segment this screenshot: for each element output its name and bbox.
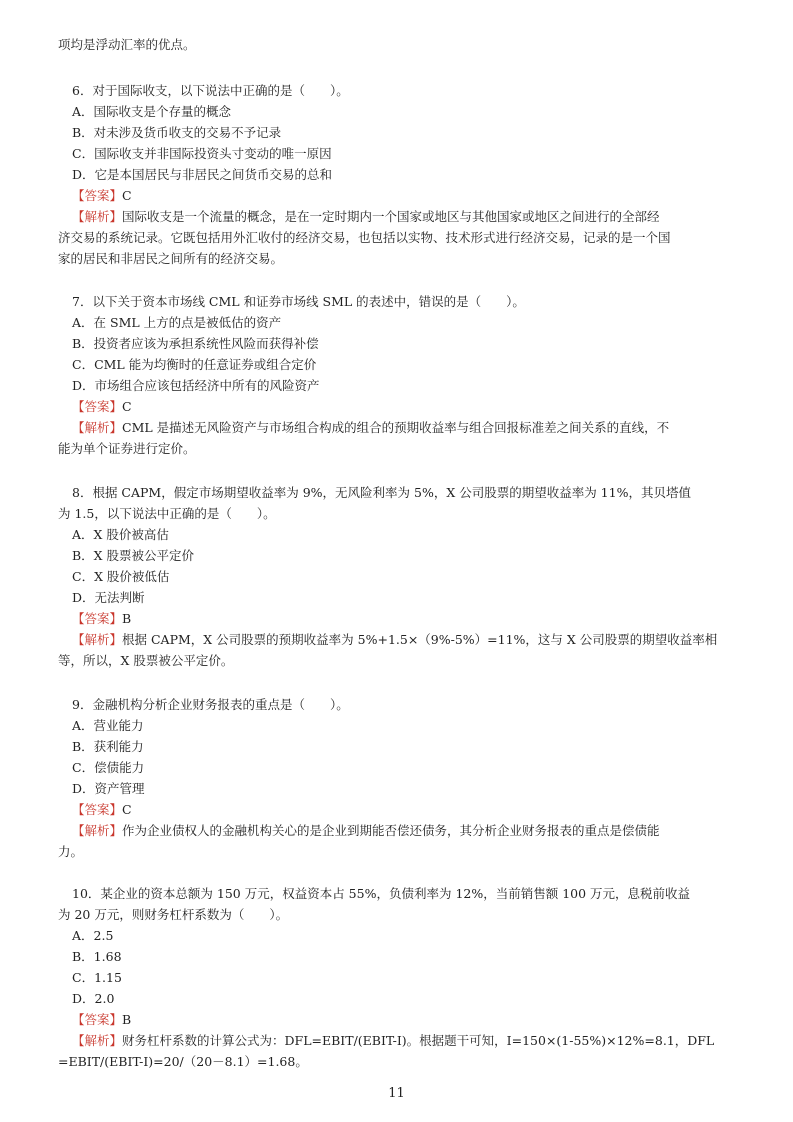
- option-a: A．X 股价被高估: [72, 527, 169, 542]
- answer-label: 【答案】: [72, 399, 123, 414]
- explanation-text: 国际收支是一个流量的概念，是在一定时期内一个国家或地区与其他国家或地区之间进行的全部经: [122, 209, 660, 224]
- option-b: B．1.68: [72, 949, 122, 964]
- option-c: C．1.15: [72, 970, 122, 985]
- question-stem: 6．对于国际收支，以下说法中正确的是（ ）。: [72, 83, 349, 98]
- explanation-label: 【解析】: [72, 1033, 123, 1048]
- question-stem: 10．某企业的资本总额为 150 万元，权益资本占 55%，负债利率为 12%，当前销售额 100 万元，息税前收益: [72, 886, 691, 901]
- explanation-label: 【解析】: [72, 632, 123, 647]
- explanation-text: 根据 CAPM，X 公司股票的预期收益率为 5%+1.5×（9%-5%）=11%，这与 X 公司股票的期望收益率相: [122, 632, 718, 647]
- explanation-text: 等，所以，X 股票被公平定价。: [58, 653, 234, 668]
- explanation-text: =EBIT/(EBIT-I)=20/（20－8.1）=1.68。: [58, 1054, 308, 1069]
- explanation-line: [72, 419, 669, 437]
- explanation-text: 家的居民和非居民之间所有的经济交易。: [58, 251, 284, 266]
- answer-value: C: [122, 399, 132, 414]
- option-d: D．无法判断: [72, 590, 145, 605]
- option-d: D．资产管理: [72, 781, 145, 796]
- answer-line: [72, 1011, 131, 1029]
- explanation-line: [72, 1032, 714, 1050]
- option-b: B．对未涉及货币收支的交易不予记录: [72, 125, 282, 140]
- answer-line: [72, 398, 132, 416]
- page-number: 11: [388, 1086, 405, 1101]
- answer-value: C: [122, 802, 132, 817]
- option-b: B．获利能力: [72, 739, 144, 754]
- answer-line: [72, 801, 132, 819]
- explanation-line: [72, 631, 717, 649]
- explanation-text: 能为单个证券进行定价。: [58, 441, 196, 456]
- option-d: D．2.0: [72, 991, 115, 1006]
- answer-label: 【答案】: [72, 802, 123, 817]
- question-stem: 8．根据 CAPM，假定市场期望收益率为 9%，无风险利率为 5%，X 公司股票的期望收益率为 11%，其贝塔值: [72, 485, 691, 500]
- option-d: D．市场组合应该包括经济中所有的风险资产: [72, 378, 320, 393]
- answer-value: B: [122, 1012, 132, 1027]
- option-c: C．偿债能力: [72, 760, 145, 775]
- answer-label: 【答案】: [72, 611, 123, 626]
- option-a: A．2.5: [72, 928, 114, 943]
- answer-label: 【答案】: [72, 1012, 123, 1027]
- explanation-label: 【解析】: [72, 420, 123, 435]
- explanation-text: 财务杠杆系数的计算公式为：DFL=EBIT/(EBIT-I)。根据题干可知，I=150×(1-55%)×12%=8.1，DFL: [122, 1033, 715, 1048]
- answer-value: C: [122, 188, 132, 203]
- explanation-line: [72, 822, 660, 840]
- option-d: D．它是本国居民与非居民之间货币交易的总和: [72, 167, 333, 182]
- intro-text: 项均是浮动汇率的优点。: [58, 37, 196, 52]
- option-c: C．国际收支并非国际投资头寸变动的唯一原因: [72, 146, 332, 161]
- answer-line: [72, 187, 132, 205]
- question-stem: 为 20 万元，则财务杠杆系数为（ ）。: [58, 907, 289, 922]
- explanation-text: 力。: [58, 844, 84, 859]
- question-stem: 为 1.5，以下说法中正确的是（ ）。: [58, 506, 276, 521]
- answer-label: 【答案】: [72, 188, 123, 203]
- explanation-label: 【解析】: [72, 209, 123, 224]
- explanation-text: 济交易的系统记录。它既包括用外汇收付的经济交易，也包括以实物、技术形式进行经济交易，记录的是一个国: [58, 230, 671, 245]
- option-b: B．X 股票被公平定价: [72, 548, 195, 563]
- explanation-line: [72, 208, 660, 226]
- option-a: A．国际收支是个存量的概念: [72, 104, 232, 119]
- option-b: B．投资者应该为承担系统性风险而获得补偿: [72, 336, 319, 351]
- answer-value: B: [122, 611, 132, 626]
- explanation-label: 【解析】: [72, 823, 123, 838]
- explanation-text: 作为企业债权人的金融机构关心的是企业到期能否偿还债务，其分析企业财务报表的重点是偿债能: [122, 823, 660, 838]
- question-stem: 9．金融机构分析企业财务报表的重点是（ ）。: [72, 697, 349, 712]
- option-c: C．CML 能为均衡时的任意证券或组合定价: [72, 357, 317, 372]
- option-a: A．营业能力: [72, 718, 144, 733]
- answer-line: [72, 610, 131, 628]
- option-c: C．X 股价被低估: [72, 569, 170, 584]
- explanation-text: CML 是描述无风险资产与市场组合构成的组合的预期收益率与组合回报标准差之间关系的直线，不: [122, 420, 670, 435]
- option-a: A．在 SML 上方的点是被低估的资产: [72, 315, 282, 330]
- question-stem: 7．以下关于资本市场线 CML 和证券市场线 SML 的表述中，错误的是（ ）。: [72, 294, 525, 309]
